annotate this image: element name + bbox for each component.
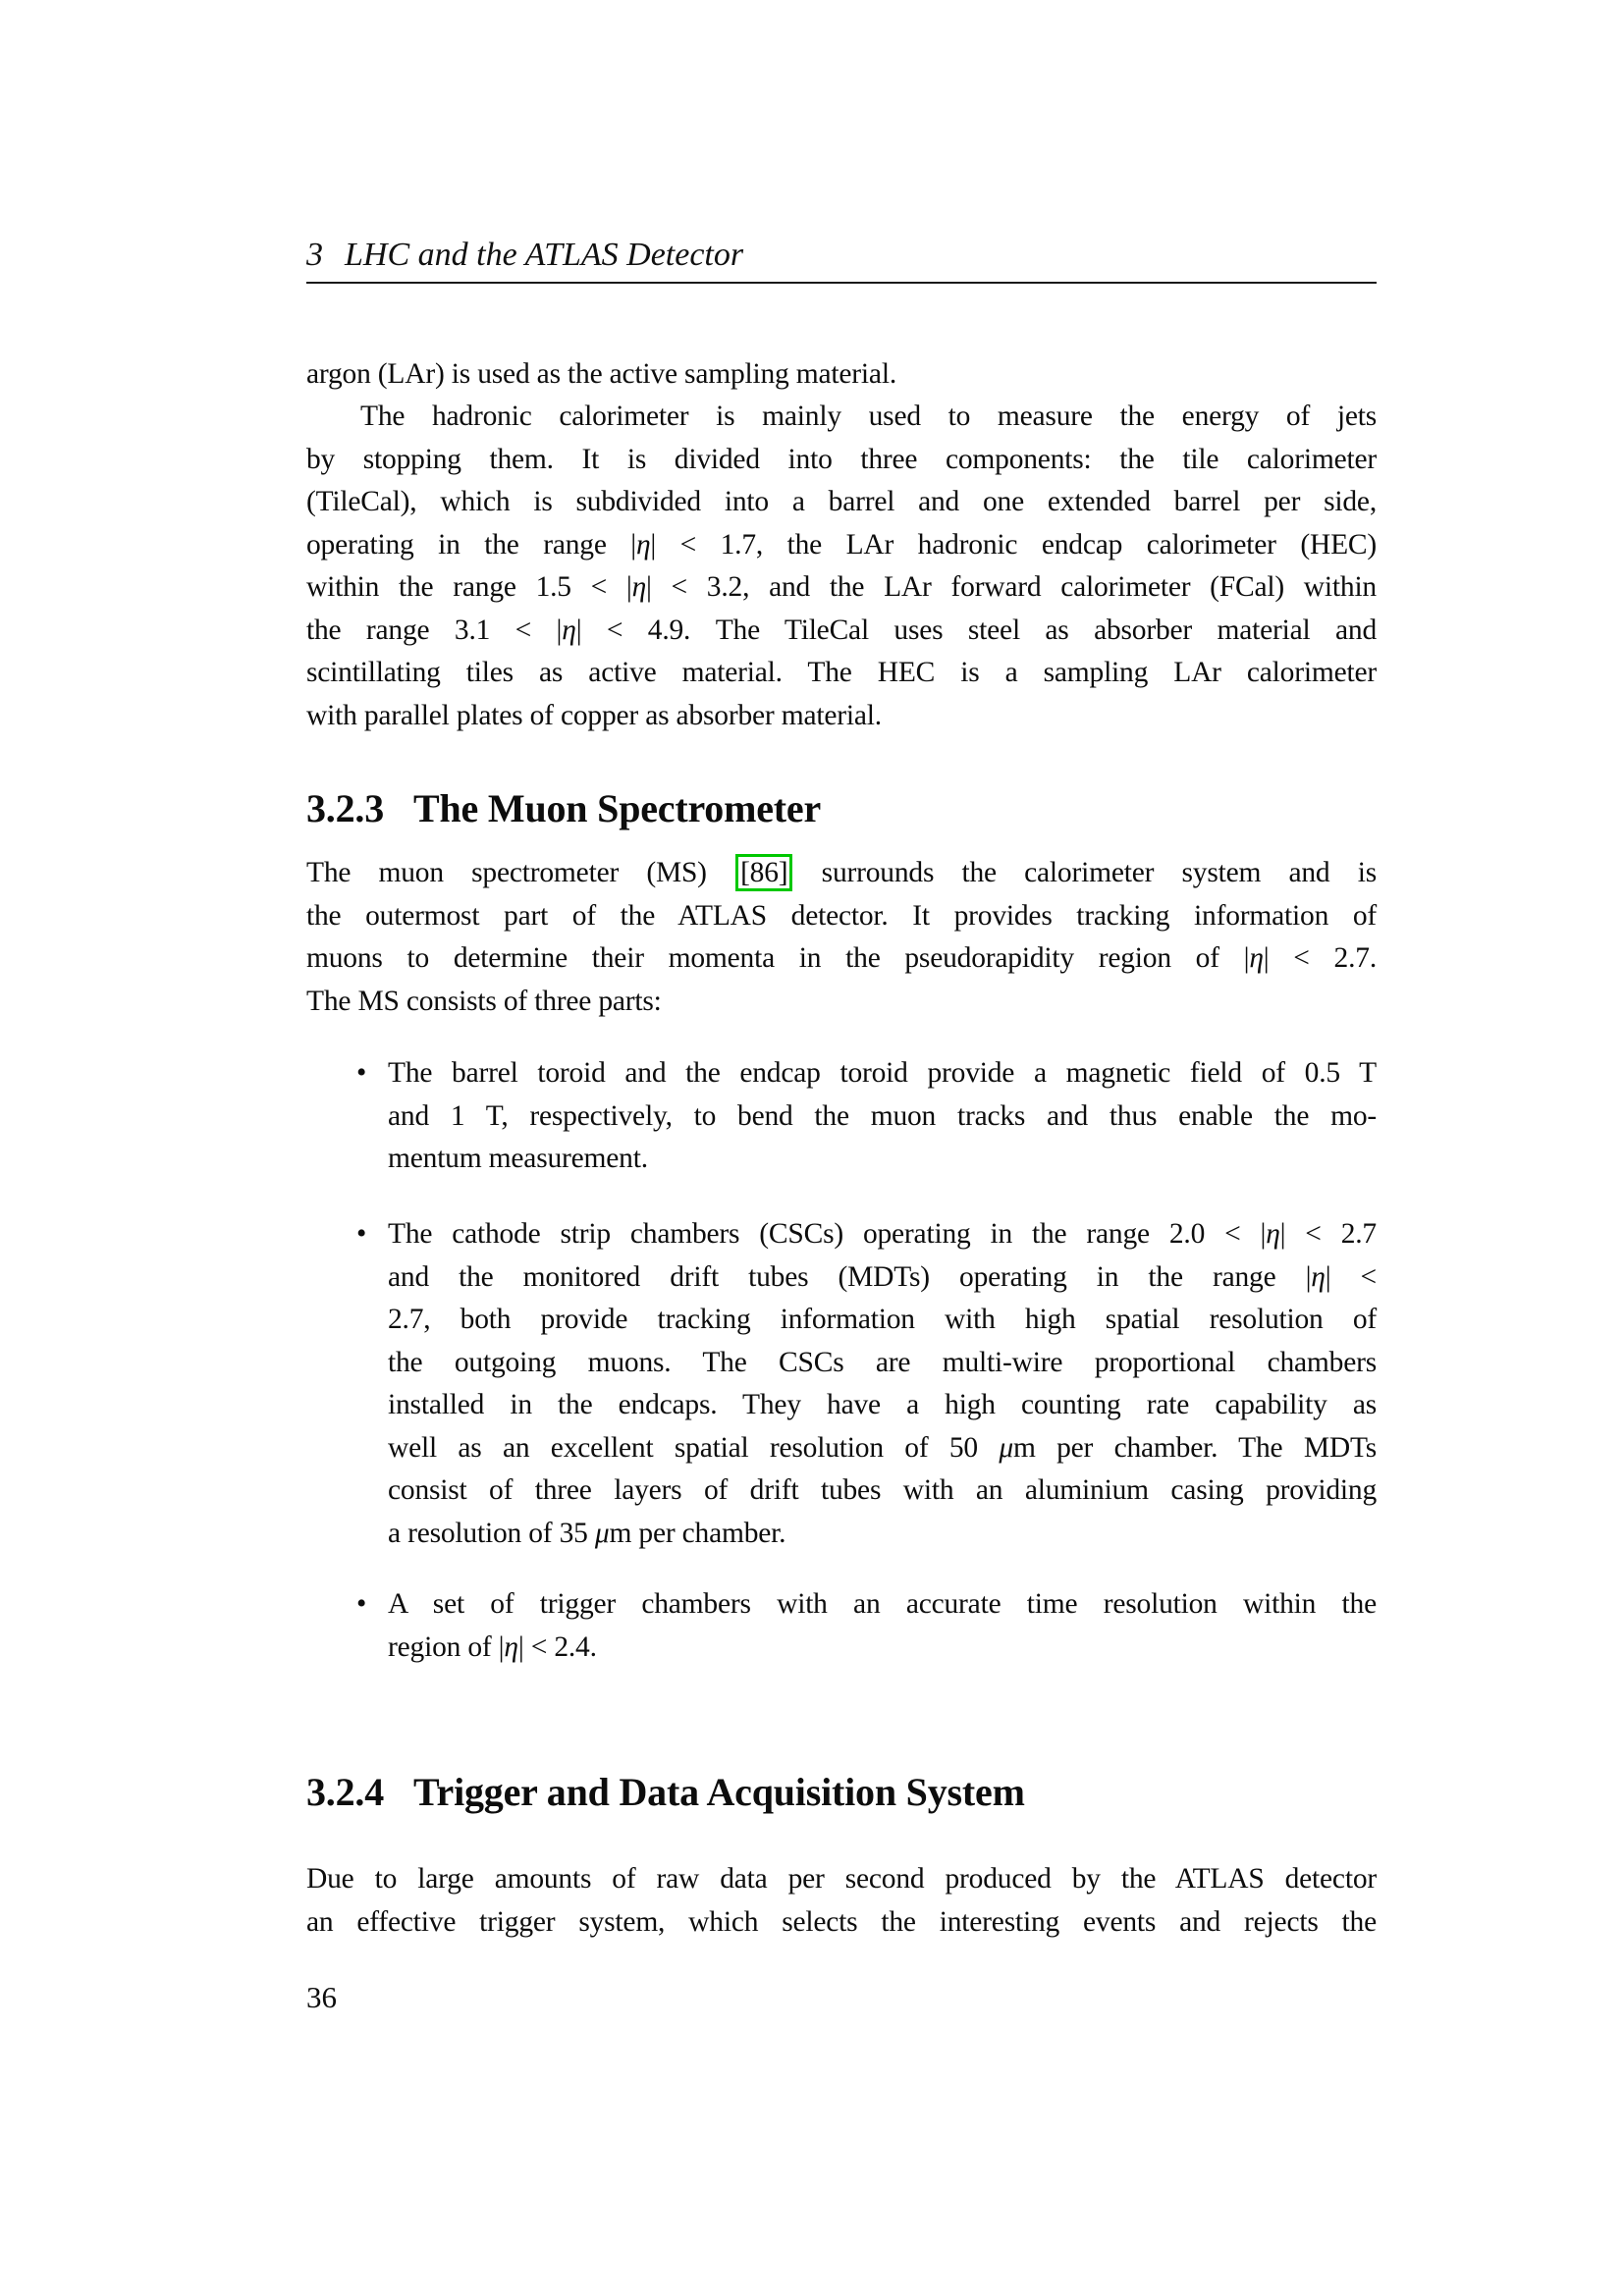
bullet-item-text (388, 1052, 1377, 1181)
text-line: argon (LAr) is used as the active sampling material. (306, 358, 896, 390)
text-line: The muon spectrometer (MS) [86] surrounds the calorimeter system and is (306, 852, 1377, 895)
chapter-number: 3 (306, 237, 323, 273)
bullet-item-toroids (306, 1052, 1377, 1181)
paragraph-argon (306, 353, 1377, 397)
mu-symbol: μ (999, 1431, 1013, 1464)
eta-symbol: η (562, 614, 576, 646)
eta-symbol: η (631, 571, 647, 603)
text-line: (TileCal), which is subdivided into a barrel and one extended barrel per side, (306, 486, 1377, 517)
text-line: a resolution of 35 μm per chamber. (388, 1517, 786, 1549)
eta-symbol: η (1249, 942, 1264, 974)
text-line: an effective trigger system, which selects the interesting events and rejects the (306, 1905, 1377, 1938)
bullet-item-csc-mdt (306, 1213, 1377, 1555)
text-line: muons to determine their momenta in the pseudorapidity region of |η| < 2.7. (306, 942, 1377, 974)
text-line: the outgoing muons. The CSCs are multi-wire proportional chambers (388, 1346, 1377, 1378)
text-line: A set of trigger chambers with an accurate time resolution within the (388, 1588, 1377, 1620)
eta-symbol: η (1266, 1218, 1280, 1250)
text-line: installed in the endcaps. They have a high counting rate capability as (388, 1389, 1377, 1420)
citation-link[interactable]: [86] (735, 854, 792, 891)
section-heading-muon-spectrometer (306, 785, 1377, 832)
page-number (306, 1976, 1377, 2019)
text-line: well as an excellent spatial resolution of 50 μm per chamber. The MDTs (388, 1431, 1377, 1464)
text-line: by stopping them. It is divided into three components: the tile calorimeter (306, 443, 1377, 475)
text-line: The cathode strip chambers (CSCs) operating in the range 2.0 < |η| < 2.7 (388, 1218, 1377, 1250)
text-line: and the monitored drift tubes (MDTs) operating in the range |η| < (388, 1260, 1377, 1293)
bullet-icon: • (356, 1057, 367, 1089)
text-line: the range 3.1 < |η| < 4.9. The TileCal uses steel as absorber material and (306, 614, 1378, 646)
bullet-item-trigger-chambers (306, 1583, 1377, 1669)
text-line: mentum measurement. (388, 1143, 648, 1174)
text-line: 2.7, both provide tracking information with high spatial resolution of (388, 1304, 1377, 1335)
header-rule (306, 282, 1377, 284)
paragraph-trigger-daq (306, 1858, 1377, 1944)
text-line: with parallel plates of copper as absorber material. (306, 699, 882, 731)
text-line: The barrel toroid and the endcap toroid provide a magnetic field of 0.5 T (388, 1057, 1377, 1089)
mu-symbol: μ (594, 1517, 610, 1549)
text-line: Due to large amounts of raw data per second produced by the ATLAS detector (306, 1863, 1377, 1895)
text-line: within the range 1.5 < |η| < 3.2, and the LAr forward calorimeter (FCal) within (306, 571, 1377, 603)
section-number: 3.2.4 (306, 1770, 385, 1814)
section-heading-trigger-daq (306, 1769, 1377, 1816)
text-line: operating in the range |η| < 1.7, the LAr hadronic endcap calorimeter (HEC) (306, 528, 1377, 561)
page-number-value: 36 (306, 1980, 337, 2014)
section-title: The Muon Spectrometer (413, 786, 821, 830)
bullet-item-text (388, 1213, 1377, 1555)
text-line: the outermost part of the ATLAS detector. It provides tracking information of (306, 899, 1377, 932)
text-line: scintillating tiles as active material. The HEC is a sampling LAr calorimeter (306, 657, 1377, 688)
text-line: The hadronic calorimeter is mainly used to measure the energy of jets (360, 400, 1377, 432)
eta-symbol: η (504, 1630, 518, 1663)
eta-symbol: η (635, 528, 651, 561)
running-header (306, 234, 1377, 277)
bullet-icon: • (356, 1218, 367, 1250)
section-number: 3.2.3 (306, 786, 385, 830)
paragraph-muon-spectrometer (306, 852, 1377, 1023)
paragraph-hadronic-calorimeter (306, 396, 1377, 737)
text-line: and 1 T, respectively, to bend the muon tracks and thus enable the mo- (388, 1099, 1377, 1132)
text-line: The MS consists of three parts: (306, 985, 662, 1017)
eta-symbol: η (1311, 1260, 1326, 1293)
chapter-title: LHC and the ATLAS Detector (345, 237, 744, 273)
bullet-item-text (388, 1583, 1377, 1669)
text-line: consist of three layers of drift tubes with an aluminium casing providing (388, 1474, 1377, 1506)
bullet-icon: • (356, 1588, 367, 1620)
text-line: region of |η| < 2.4. (388, 1630, 597, 1663)
section-title: Trigger and Data Acquisition System (413, 1770, 1025, 1814)
